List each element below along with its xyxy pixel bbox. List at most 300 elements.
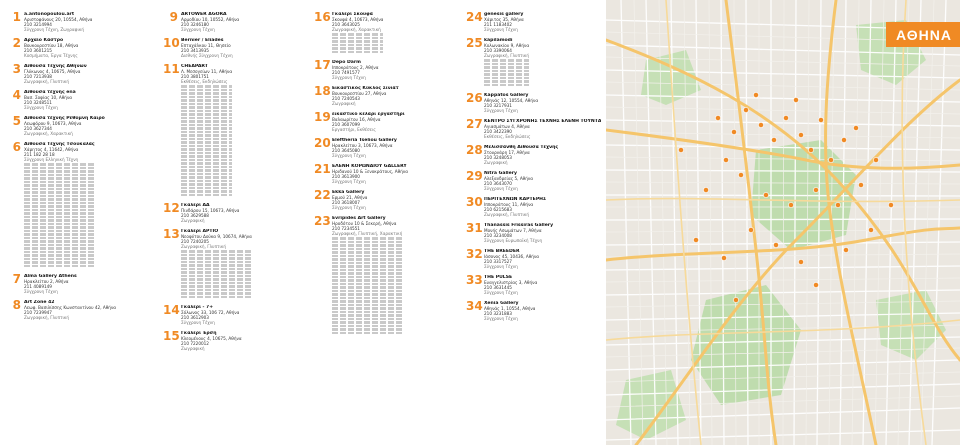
gallery-address: Αλεξανδρείας 5, Αθήνα — [484, 176, 533, 181]
gallery-description: Ζωγραφική — [181, 346, 205, 351]
gallery-phone: 210 3643070 — [484, 181, 512, 186]
gallery-address: Επταχάλκου 11, Θησείο — [181, 43, 231, 48]
body-text-line — [332, 237, 402, 240]
body-text-line — [332, 276, 402, 279]
gallery-entry — [6, 142, 156, 268]
gallery-description: Σύγχρονη Τέχνη — [484, 108, 518, 113]
gallery-description: Ζωγραφική, Χαρακτική — [332, 27, 381, 32]
body-text-line — [24, 202, 95, 205]
body-text-line — [24, 163, 95, 166]
gallery-phone: 210 3217931 — [484, 103, 512, 108]
body-text-line — [181, 296, 252, 299]
body-text-line — [181, 187, 232, 190]
gallery-name: Alma Gallery Athens — [24, 274, 77, 279]
gallery-entry — [163, 331, 313, 351]
listing-column-4 — [466, 12, 606, 327]
gallery-description: Σύγχρονη Τέχνη — [332, 75, 366, 80]
body-text-line — [332, 251, 402, 254]
listing-column-3 — [314, 12, 464, 341]
body-text-line — [181, 124, 232, 127]
entry-number: 29 — [466, 169, 483, 183]
body-text-line — [181, 131, 232, 134]
gallery-name: Γκαλερί ΑΡΤΙΟ — [181, 229, 219, 234]
body-text-line — [181, 268, 252, 271]
gallery-address: Αριστοφάνους 20, 10554, Αθήνα — [24, 17, 93, 22]
body-text-line — [332, 283, 402, 286]
body-text-line — [181, 141, 232, 144]
gallery-address: Ευαγγελιστρίας 3, Αθήνα — [484, 280, 538, 285]
gallery-address: Ηρακλείτου 2, Αθήνα — [24, 279, 69, 284]
body-text-line — [181, 275, 252, 278]
gallery-address: Ηρακλείτου 3, 10673, Αθήνα — [332, 143, 393, 148]
gallery-address: Χάρητος 4, 11642, Αθήνα — [24, 147, 79, 152]
gallery-description: Ζωγραφική, Γλυπτική — [181, 244, 227, 249]
gallery-description: Ζωγραφική — [181, 218, 205, 223]
gallery-address: Βασ. Σοφίας 10, Αθήνα — [24, 95, 73, 100]
body-text-line — [181, 103, 232, 106]
body-text-line — [484, 59, 529, 62]
body-text-line — [332, 51, 383, 54]
gallery-description: Σύγχρονη Τέχνη — [484, 186, 518, 191]
body-text-line — [332, 255, 402, 258]
gallery-description: Σύγχρονη Τέχνη — [24, 105, 58, 110]
body-text-line — [24, 251, 95, 254]
gallery-phone: 210 7239947 — [24, 310, 52, 315]
body-text-line — [332, 44, 383, 47]
gallery-address: Βουκουρεστίου 27, Αθήνα — [332, 91, 387, 96]
gallery-phone: 211 4089149 — [24, 284, 52, 289]
gallery-description: Ζωγραφική, Γλυπτική — [484, 53, 530, 58]
gallery-entry — [6, 90, 156, 110]
gallery-name: Γκαλερί ΑΔ — [181, 203, 210, 208]
entry-number: 27 — [466, 117, 483, 131]
gallery-address: Ηροδότου 10 & Σεκερή, Αθήνα — [332, 221, 397, 226]
gallery-phone: 210 3601215 — [24, 48, 52, 53]
gallery-name: Kappatos Gallery — [484, 93, 529, 98]
body-text-line — [24, 240, 95, 243]
city-label: ΑΘΗΝΑ — [886, 22, 960, 47]
body-text-line — [332, 269, 402, 272]
body-text-line — [181, 110, 232, 113]
body-text-line — [181, 194, 232, 197]
gallery-address: Σόλωνος 33, 106 72, Αθήνα — [181, 310, 240, 315]
body-text-line — [24, 198, 95, 201]
gallery-address: Μονής Ασωμάτων 7, Αθήνα — [484, 228, 542, 233]
gallery-description: Σύγχρονη Ευρωπαϊκή Τέχνη — [484, 238, 543, 243]
gallery-phone: 210 3627344 — [24, 126, 52, 131]
gallery-phone: 210 3629588 — [181, 213, 209, 218]
body-text-line — [24, 205, 95, 208]
body-text-line — [24, 177, 95, 180]
gallery-entry — [466, 275, 606, 295]
gallery-name: CHEAPART — [181, 64, 208, 69]
body-text-line — [181, 166, 232, 169]
gallery-name: Art Zone 42 — [24, 300, 55, 305]
gallery-entry — [466, 249, 606, 269]
gallery-entry — [6, 116, 156, 136]
gallery-phone: 210 3214994 — [24, 22, 52, 27]
gallery-name: Nitra Gallery — [484, 171, 517, 176]
body-text-line — [181, 117, 232, 120]
gallery-description: Σύγχρονη Τέχνη — [24, 289, 58, 294]
entry-number: 13 — [163, 227, 180, 241]
body-text-line — [181, 282, 252, 285]
gallery-entry — [314, 216, 464, 335]
body-text-line — [332, 37, 383, 40]
body-text-line — [332, 258, 402, 261]
gallery-address: Στουρνάρη 17, Αθήνα — [484, 150, 530, 155]
gallery-address: Γλύκωνος 4, 10675, Αθήνα — [24, 69, 81, 74]
gallery-phone: 210 3234008 — [484, 233, 512, 238]
body-text-line — [181, 264, 252, 267]
gallery-name: Μελισσάνθη Αίθουσα Τέχνης — [484, 145, 559, 150]
gallery-phone: 211 1183402 — [484, 22, 512, 27]
gallery-name: Eleftheria Tseliou Gallery — [332, 138, 397, 143]
entry-number: 24 — [466, 10, 483, 24]
body-text-line — [484, 70, 529, 73]
gallery-name: kapilamodi — [484, 38, 513, 43]
gallery-entry — [466, 197, 606, 217]
gallery-phone: 210 7213938 — [24, 74, 52, 79]
gallery-name: Evripides Art Gallery — [332, 216, 386, 221]
body-text-line — [181, 162, 232, 165]
gallery-name: Αίθουσα Τέχνης Τσουκαλάς — [24, 142, 95, 147]
gallery-entry — [314, 12, 464, 54]
body-text-line — [24, 226, 95, 229]
gallery-address: Κολωνακίου 9, Αθήνα — [484, 43, 530, 48]
gallery-description: Σύγχρονη Τέχνη — [332, 205, 366, 210]
gallery-description: Σύγχρονη Τέχνη — [484, 316, 518, 321]
body-text-line — [181, 152, 232, 155]
entry-number: 16 — [314, 10, 331, 24]
body-text-line — [181, 257, 252, 260]
body-text-line — [24, 233, 95, 236]
body-text-line — [24, 167, 95, 170]
body-text-line — [181, 127, 232, 130]
body-text-line — [332, 314, 402, 317]
gallery-description: Σύγχρονη Τέχνη — [181, 27, 215, 32]
gallery-address: Κλεομένους 4, 10675, Αθήνα — [181, 336, 242, 341]
entry-number: 3 — [12, 62, 21, 76]
entry-number: 11 — [163, 62, 180, 76]
entry-number: 17 — [314, 58, 331, 72]
body-text-line — [484, 84, 529, 87]
entry-number: 22 — [314, 188, 331, 202]
gallery-name: Bernier / Eliades — [181, 38, 224, 43]
gallery-entry — [314, 190, 464, 210]
body-text-line — [181, 250, 252, 253]
gallery-phone: 210 3248511 — [24, 100, 52, 105]
gallery-phone: 210 3613900 — [332, 174, 360, 179]
gallery-name: Αίθουσα τέχνης ena — [24, 90, 76, 95]
gallery-entry — [466, 171, 606, 191]
entry-number: 30 — [466, 195, 483, 209]
city-map — [606, 0, 960, 445]
gallery-entry — [314, 138, 464, 158]
gallery-name: ΕΛΕΝΗ ΚΟΡΩΝΑΙΟΥ GALLERY — [332, 164, 407, 169]
gallery-name: THE PULSE — [484, 275, 513, 280]
body-text-line — [181, 99, 232, 102]
entry-number: 15 — [163, 329, 180, 343]
body-text-line — [332, 272, 402, 275]
gallery-description: Σύγχρονη Τέχνη — [181, 320, 215, 325]
gallery-description: Ζωγραφική — [484, 160, 508, 165]
gallery-name: Thanassis Frissiras Gallery — [484, 223, 554, 228]
body-text-line — [24, 191, 95, 194]
body-text-line — [332, 40, 383, 43]
body-text-line — [332, 244, 402, 247]
gallery-description: Σύγχρονη Ελληνική Τέχνη — [24, 157, 79, 162]
entry-number: 28 — [466, 143, 483, 157]
gallery-phone: 210 3422390 — [484, 129, 512, 134]
body-text-line — [181, 169, 232, 172]
body-text-line — [332, 262, 402, 265]
gallery-description: Σύγχρονη Τέχνη, Ζωγραφική — [24, 27, 84, 32]
gallery-entry — [163, 64, 313, 197]
body-text-line — [24, 195, 95, 198]
gallery-address: Λ. Μεσογείων 11, Αθήνα — [181, 69, 233, 74]
body-text-line — [332, 290, 402, 293]
gallery-name: Αίθουσα τέχνης Ρεθύμνη Καιρό — [24, 116, 105, 121]
gallery-entry — [163, 38, 313, 58]
body-text-line — [332, 328, 402, 331]
entry-number: 23 — [314, 214, 331, 228]
body-text-line — [181, 148, 232, 151]
gallery-name: Γκαλερί - 7+ — [181, 305, 214, 310]
entry-number: 20 — [314, 136, 331, 150]
gallery-entry — [466, 38, 606, 87]
gallery-phone: 210 7220012 — [181, 341, 209, 346]
entry-number: 14 — [163, 303, 180, 317]
gallery-address: Λεωφόρου 9, 10673, Αθήνα — [24, 121, 82, 126]
body-text-line — [181, 180, 232, 183]
gallery-description: Εργαστήρι, Εκθέσεις — [332, 127, 376, 132]
body-text-line — [484, 66, 529, 69]
gallery-entry — [466, 119, 606, 139]
gallery-phone: 210 7240205 — [181, 239, 209, 244]
body-text-line — [332, 311, 402, 314]
body-text-line — [181, 85, 232, 88]
entry-number: 21 — [314, 162, 331, 176]
body-text-line — [332, 265, 402, 268]
gallery-entry — [314, 60, 464, 80]
gallery-entry — [6, 274, 156, 294]
entry-number: 6 — [12, 140, 21, 154]
body-text-line — [484, 80, 529, 83]
gallery-phone: 210 3618007 — [332, 200, 360, 205]
body-text-line — [332, 300, 402, 303]
entry-number: 4 — [12, 88, 21, 102]
entry-number: 5 — [12, 114, 21, 128]
gallery-address: Χάριτος 35, Αθήνα — [484, 17, 524, 22]
gallery-name: a.antonopoulou.art — [24, 12, 75, 17]
body-text-line — [332, 307, 402, 310]
gallery-description: Ζωγραφική, Γλυπτική, Χαρακτική — [332, 231, 403, 236]
gallery-entry — [466, 301, 606, 321]
gallery-phone: 210 7240543 — [332, 96, 360, 101]
body-text-line — [181, 278, 252, 281]
gallery-phone: 210 3607099 — [332, 122, 360, 127]
gallery-description: Ζωγραφική, Γλυπτική — [484, 212, 530, 217]
gallery-description: Σύγχρονη Τέχνη — [484, 264, 518, 269]
body-text-line — [332, 304, 402, 307]
body-text-line — [24, 174, 95, 177]
gallery-entry — [163, 229, 313, 299]
gallery-entry — [314, 164, 464, 184]
gallery-address: Αθηνάς 12, 10554, Αθήνα — [484, 98, 539, 103]
gallery-address: Αθηνάς 1, 10554, Αθήνα — [484, 306, 536, 311]
body-text-line — [332, 241, 402, 244]
gallery-phone: 210 6215683 — [484, 207, 512, 212]
gallery-name: Depo Darm — [332, 60, 361, 65]
body-text-line — [24, 212, 95, 215]
gallery-phone: 210 7234551 — [332, 226, 360, 231]
body-text-line — [181, 92, 232, 95]
gallery-address: Αρμοδίου 10, 10552, Αθήνα — [181, 17, 240, 22]
gallery-description: Εκθέσεις, Εκδηλώσεις — [181, 79, 228, 84]
body-text-line — [332, 248, 402, 251]
gallery-entry — [6, 64, 156, 84]
body-text-line — [24, 247, 95, 250]
gallery-name: Αρχαίο Κάστρο — [24, 38, 64, 43]
gallery-phone: 210 3246180 — [181, 22, 209, 27]
gallery-address: Βουκουρεστίου 18, Αθήνα — [24, 43, 79, 48]
body-text-line — [24, 223, 95, 226]
gallery-name: Γκαλερί Σκουφά — [332, 12, 373, 17]
gallery-address: Λεωφ. Βασιλίσσης Κωνσταντίνου 42, Αθήνα — [24, 305, 117, 310]
gallery-entry — [466, 93, 606, 113]
gallery-phone: 210 3231883 — [484, 311, 512, 316]
body-text-line — [24, 181, 95, 184]
body-text-line — [181, 176, 232, 179]
gallery-name: Ekka Gallery — [332, 190, 365, 195]
body-text-line — [24, 261, 95, 264]
gallery-entry — [314, 86, 464, 106]
body-text-line — [24, 170, 95, 173]
body-text-line — [332, 293, 402, 296]
entry-number: 2 — [12, 36, 21, 50]
body-text-line — [181, 173, 232, 176]
gallery-phone: 210 3413935 — [181, 48, 209, 53]
gallery-address: Βαλαωρίτου 16, Αθήνα — [332, 117, 381, 122]
entry-number: 7 — [12, 272, 21, 286]
body-text-line — [24, 184, 95, 187]
body-text-line — [181, 159, 232, 162]
body-text-line — [181, 113, 232, 116]
gallery-phone: 210 3645080 — [332, 148, 360, 153]
body-text-line — [484, 77, 529, 80]
gallery-address: Ιπποκράτους 11, Αθήνα — [484, 202, 534, 207]
body-text-line — [181, 271, 252, 274]
gallery-address: Ιπποκράτους 2, Αθήνα — [332, 65, 379, 70]
body-text-line — [181, 89, 232, 92]
street-map-graphic — [606, 0, 960, 445]
body-text-line — [181, 96, 232, 99]
body-text-line — [24, 258, 95, 261]
gallery-entry — [466, 223, 606, 243]
gallery-entry — [466, 12, 606, 32]
gallery-entry — [163, 203, 313, 223]
body-text-line — [332, 321, 402, 324]
gallery-phone: 210 3248053 — [484, 155, 512, 160]
gallery-description: Σύγχρονη Τέχνη — [484, 290, 518, 295]
gallery-phone: 210 3390064 — [484, 48, 512, 53]
body-text-line — [181, 145, 232, 148]
gallery-address: Ιάσονος 45, 10436, Αθήνα — [484, 254, 540, 259]
gallery-description: Σύγχρονη Τέχνη — [332, 153, 366, 158]
entry-number: 18 — [314, 84, 331, 98]
body-text-line — [181, 289, 252, 292]
body-text-line — [24, 230, 95, 233]
gallery-description: Διεθνής Σύγχρονη Τέχνη — [181, 53, 233, 58]
body-text-line — [181, 106, 232, 109]
entry-number: 8 — [12, 298, 21, 312]
body-text-line — [24, 188, 95, 191]
body-text-line — [181, 292, 252, 295]
gallery-entry — [6, 300, 156, 320]
entry-number: 25 — [466, 36, 483, 50]
gallery-name: Xenia Gallery — [484, 301, 519, 306]
body-text-line — [24, 237, 95, 240]
gallery-entry — [163, 12, 313, 32]
gallery-phone: 210 3643025 — [332, 22, 360, 27]
body-text-line — [332, 33, 383, 36]
body-text-line — [332, 47, 383, 50]
listing-column-1 — [6, 12, 156, 326]
body-text-line — [24, 216, 95, 219]
gallery-name: THE BREEDER — [484, 249, 520, 254]
gallery-name: ARTOWER AGORA — [181, 12, 227, 17]
entry-number: 10 — [163, 36, 180, 50]
entry-number: 34 — [466, 299, 483, 313]
body-text-line — [24, 265, 95, 268]
entry-number: 1 — [12, 10, 21, 24]
gallery-name: genesis gallery — [484, 12, 524, 17]
body-text-line — [181, 134, 232, 137]
body-text-line — [181, 190, 232, 193]
body-text-line — [484, 73, 529, 76]
entry-number: 32 — [466, 247, 483, 261]
gallery-address: Ερμού 21, Αθήνα — [332, 195, 368, 200]
gallery-phone: 210 3317527 — [484, 259, 512, 264]
gallery-address: Σκουφά 4, 10673, Αθήνα — [332, 17, 384, 22]
body-text-line — [24, 209, 95, 212]
body-text-line — [181, 254, 252, 257]
entry-number: 9 — [169, 10, 178, 24]
gallery-description: Σύγχρονη Τέχνη — [484, 27, 518, 32]
body-text-line — [181, 183, 232, 186]
listing-column-2 — [163, 12, 313, 357]
body-text-line — [332, 332, 402, 335]
gallery-name: ΚΕΝΤΡΟ ΣΥΓΧΡΟΝΗΣ ΤΕΧΝΗΣ ΕΛΕΝΗ ΤΟΥΝΤΑ — [484, 119, 602, 124]
body-text-line — [24, 254, 95, 257]
gallery-address: Πινδάρου 15, 10673, Αθήνα — [181, 208, 240, 213]
body-text-line — [332, 325, 402, 328]
gallery-entry — [466, 145, 606, 165]
entry-number: 12 — [163, 201, 180, 215]
gallery-entry — [163, 305, 313, 325]
gallery-description: Ζωγραφική, Χαρακτική — [24, 131, 73, 136]
body-text-line — [181, 261, 252, 264]
body-text-line — [484, 63, 529, 66]
gallery-entry — [6, 12, 156, 32]
gallery-name: Γκαλερί Έρση — [181, 331, 217, 336]
gallery-description: Ζωγραφική — [332, 101, 356, 106]
gallery-address: Νεοφύτου Δούκα 9, 10674, Αθήνα — [181, 234, 252, 239]
gallery-address: Ηριδανού 10 & Ξενοκράτους, Αθήνα — [332, 169, 408, 174]
gallery-description: Ζωγραφική, Γλυπτική — [24, 315, 70, 320]
gallery-name: Αίθουσα Τέχνης Αθηνών — [24, 64, 87, 69]
